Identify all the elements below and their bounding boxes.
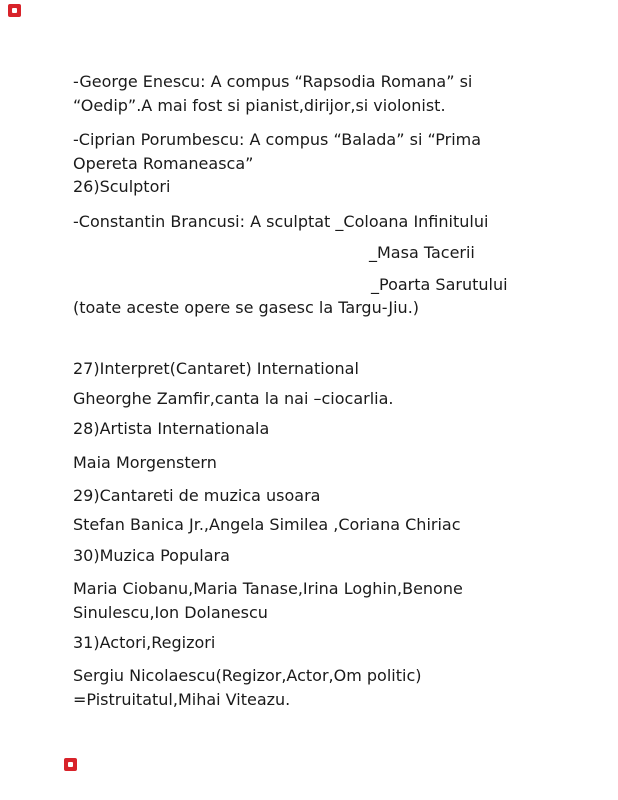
text-line-zamfir: Gheorghe Zamfir,canta la nai –ciocarlia. bbox=[73, 389, 394, 408]
text-line-masa-tacerii: _Masa Tacerii bbox=[369, 243, 475, 262]
missing-image-icon bbox=[64, 758, 77, 771]
text-line-george-enescu-2: “Oedip”.A mai fost si pianist,dirijor,si violonist. bbox=[73, 96, 446, 115]
text-line-george-enescu-1: -George Enescu: A compus “Rapsodia Romana” si bbox=[73, 72, 473, 91]
text-line-heading-populara: 30)Muzica Populara bbox=[73, 546, 230, 565]
missing-image-icon bbox=[8, 4, 21, 17]
text-line-heading-artista: 28)Artista Internationala bbox=[73, 419, 270, 438]
text-line-targu-jiu-note: (toate aceste opere se gasesc la Targu-Jiu.) bbox=[73, 298, 420, 317]
text-line-heading-sculptori: 26)Sculptori bbox=[73, 177, 171, 196]
text-line-populara-1: Maria Ciobanu,Maria Tanase,Irina Loghin,Benone bbox=[73, 579, 463, 598]
text-line-morgenstern: Maia Morgenstern bbox=[73, 453, 217, 472]
text-line-porumbescu-2: Opereta Romaneasca” bbox=[73, 154, 254, 173]
text-line-porumbescu-1: -Ciprian Porumbescu: A compus “Balada” si “Prima bbox=[73, 130, 482, 149]
text-line-heading-cantareti: 29)Cantareti de muzica usoara bbox=[73, 486, 321, 505]
text-line-nicolaescu-1: Sergiu Nicolaescu(Regizor,Actor,Om politic) bbox=[73, 666, 422, 685]
text-line-heading-interpret: 27)Interpret(Cantaret) International bbox=[73, 359, 359, 378]
text-line-poarta-sarutului: _Poarta Sarutului bbox=[371, 275, 508, 294]
text-line-nicolaescu-2: =Pistruitatul,Mihai Viteazu. bbox=[73, 690, 291, 709]
text-line-banica: Stefan Banica Jr.,Angela Similea ,Coriana Chiriac bbox=[73, 515, 461, 534]
text-line-brancusi: -Constantin Brancusi: A sculptat _Coloana Infinitului bbox=[73, 212, 489, 231]
text-line-heading-actori: 31)Actori,Regizori bbox=[73, 633, 216, 652]
text-line-populara-2: Sinulescu,Ion Dolanescu bbox=[73, 603, 268, 622]
